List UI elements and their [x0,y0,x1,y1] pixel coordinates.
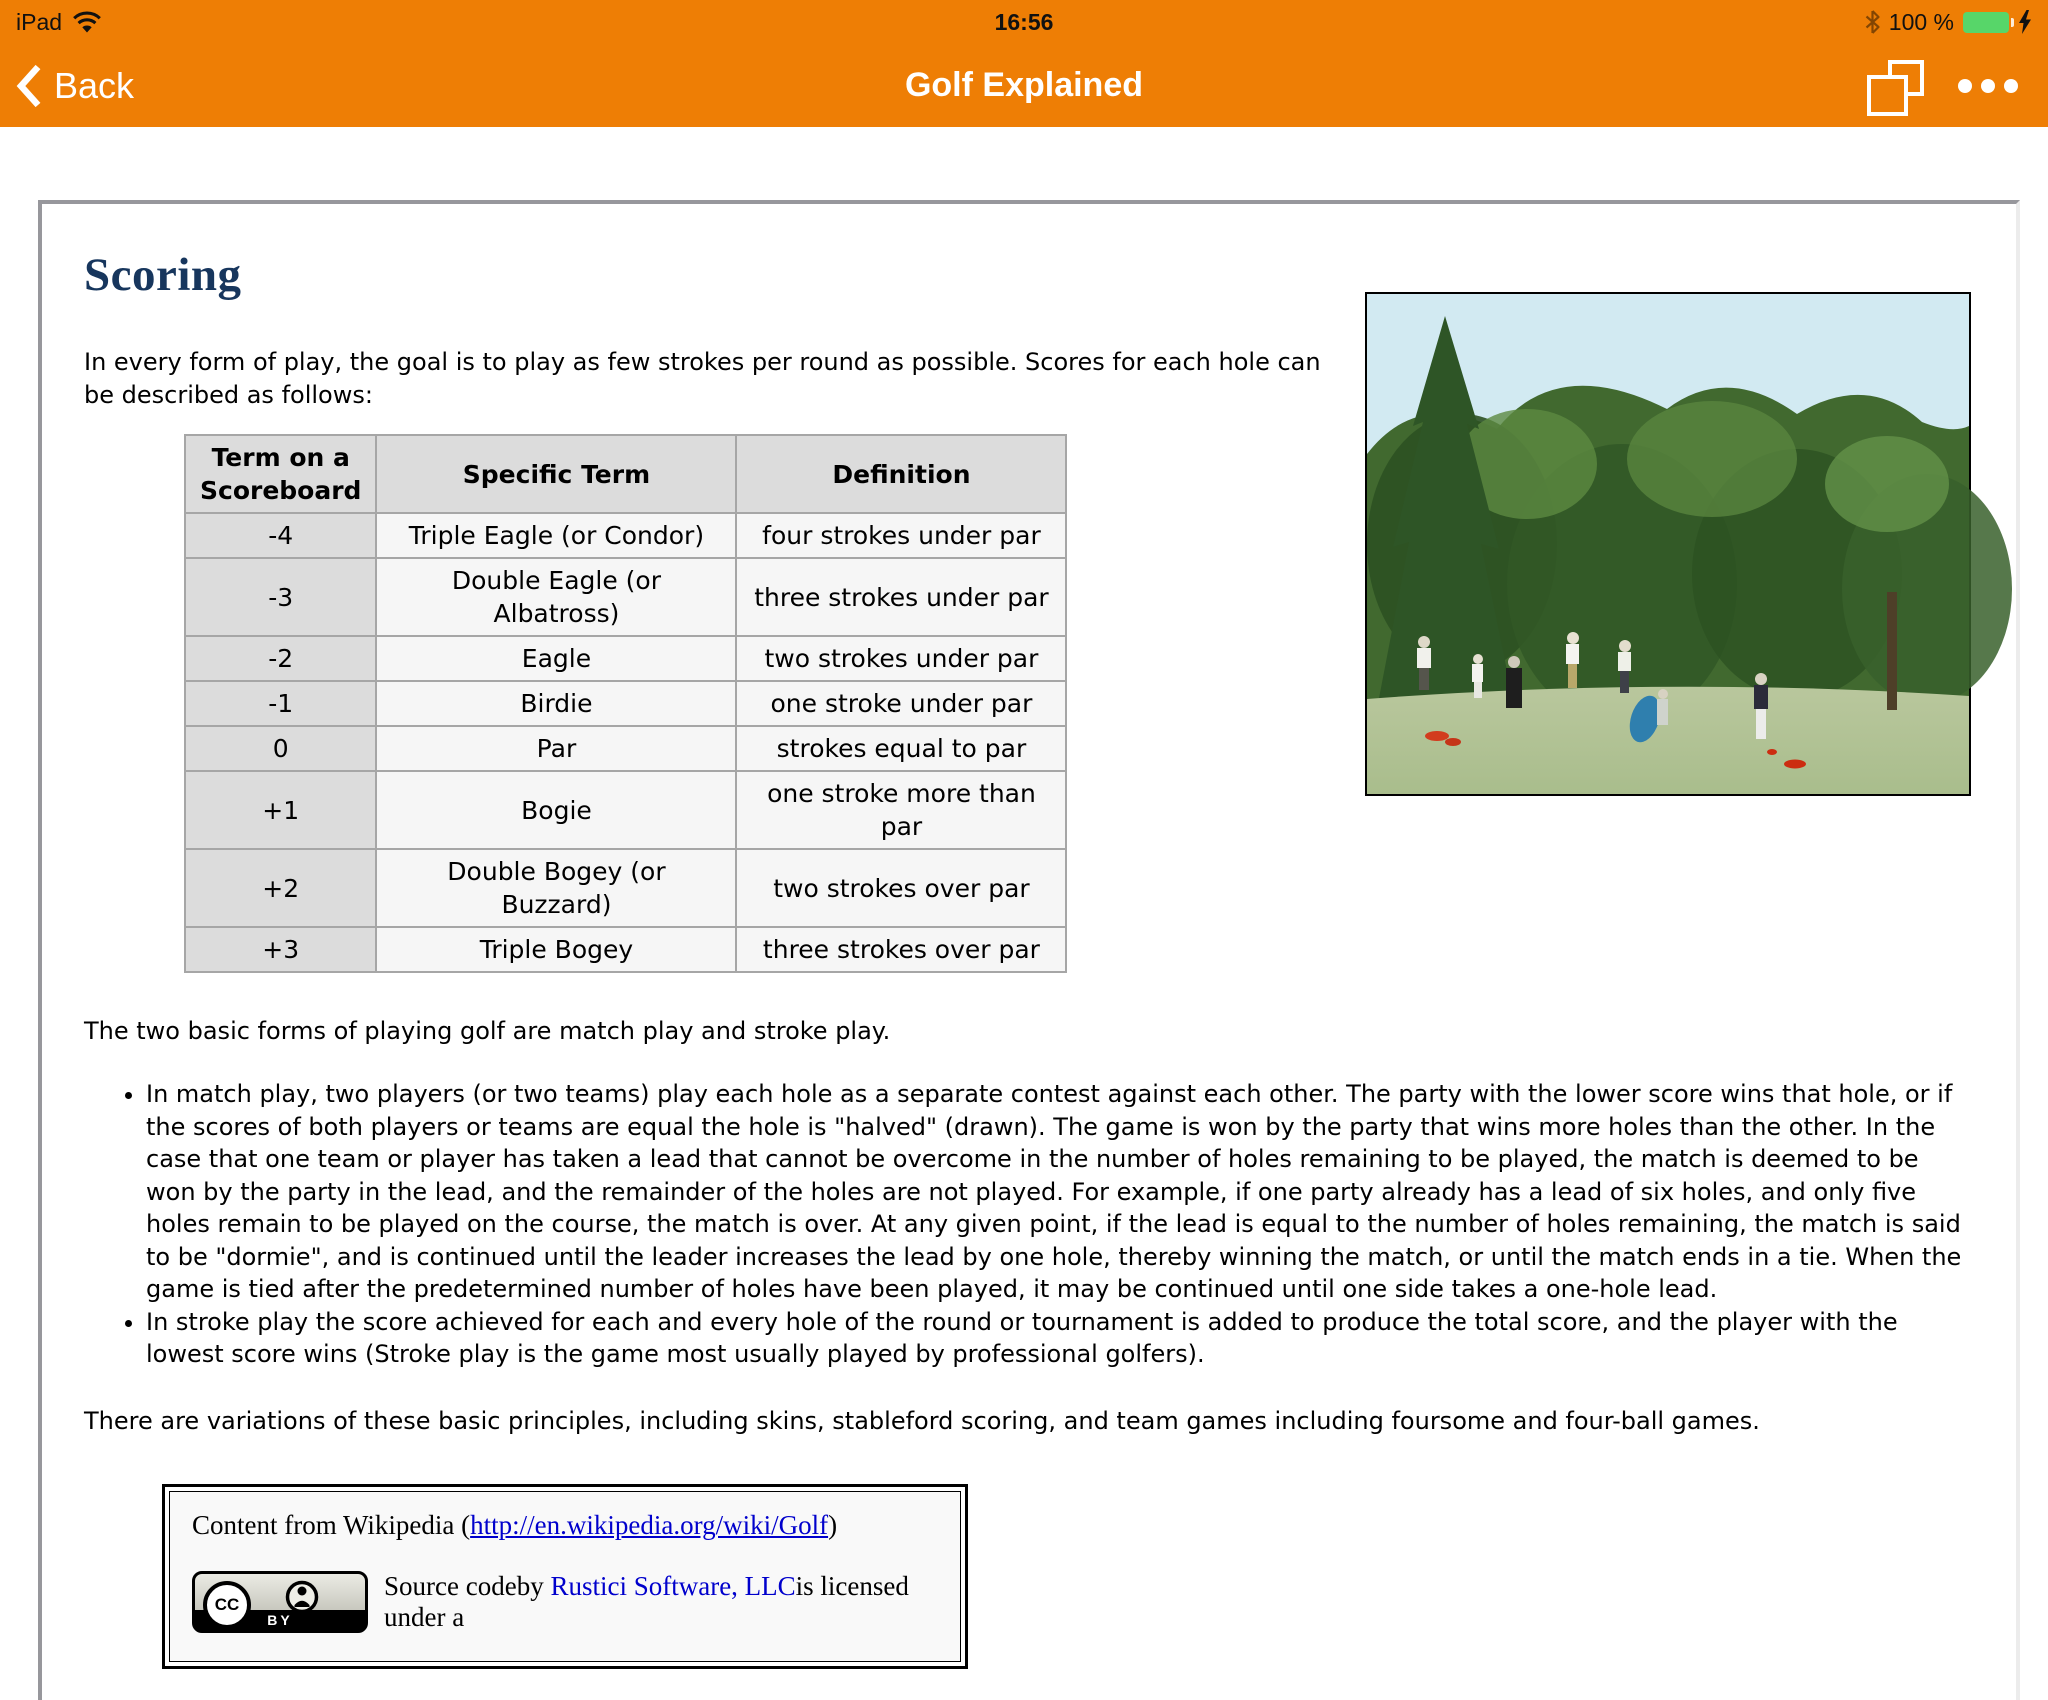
table-row: +2 Double Bogey (or Buzzard) two strokes over par [185,849,1066,927]
cc-by-badge [192,1571,368,1633]
more-options-icon[interactable] [1958,79,2018,93]
source-attribution: Source codeby Rustici Software, LLCis licensed under a [384,1570,909,1632]
col-header-specific: Specific Term [376,435,736,513]
back-button[interactable] [16,63,134,109]
navigation-bar [0,44,2048,127]
table-header-row [185,435,1066,513]
status-right [1865,9,2032,36]
wikipedia-link[interactable]: http://en.wikipedia.org/wiki/Golf [470,1509,829,1540]
license-box-inner [169,1491,961,1662]
app-header [0,0,2048,127]
carrier-label: iPad [16,8,63,35]
scoring-table [184,434,1067,973]
pages-icon-front-square [1867,75,1908,116]
golf-course-photo [1365,292,1971,796]
forms-paragraph: The two basic forms of playing golf are match play and stroke play. [84,1017,891,1045]
table-row: -3 Double Eagle (or Albatross) three strokes under par [185,558,1066,636]
charging-bolt-icon [2018,10,2032,34]
status-clock: 16:56 [994,9,1054,35]
list-item-match-play: • In match play, two players (or two teams) play each hole as a separate contest against each other. The party with the lower score wins that hole, or if the scores of both players or teams are equal the hole is "halved" (drawn). The game is won by the party that wins more holes than the other. In the case that one team or player has taken a lead that cannot be overcome in the number of holes remaining to be played, the match is deemed to be won by the party in the lead, and the remainder of the holes are not played. For example, if one party already has a lead of six holes, and only five holes remain to be played on the course, the match is over. At any given point, if the lead is equal to the number of holes remaining, the match is said to be "dormie", and is continued until the leader increases the lead by one hole, thereby winning the match, or until the match ends in a tie. When the game is tied after the predetermined number of holes have been played, it may be continued until one side takes a one-hole lead. [146,1078,1971,1306]
table-row: -4 Triple Eagle (or Condor) four strokes under par [185,513,1066,558]
bluetooth-icon [1865,10,1880,34]
license-row [192,1571,938,1633]
status-bar [0,0,2048,44]
lesson-content-panel [38,200,2020,1700]
battery-percent-label: 100 % [1888,8,1954,35]
col-header-term: Term on a Scoreboard [185,435,376,513]
battery-icon [1963,12,2009,33]
variations-paragraph: There are variations of these basic principles, including skins, stableford scoring, and team games including foursome and four-ball games. [84,1406,1760,1435]
cc-logo-icon: CC [203,1581,251,1629]
back-label: Back [54,64,135,106]
section-heading: Scoring [84,249,242,301]
nav-actions [1864,57,2032,115]
table-row: +1 Bogie one stroke more than par [185,771,1066,849]
rustici-link[interactable]: Rustici Software, LLC [550,1570,796,1601]
wikipedia-attribution: Content from Wikipedia (http://en.wikipedia.org/wiki/Golf) [192,1509,838,1540]
list-item-stroke-play: • In stroke play the score achieved for each and every hole of the round or tournament is added to produce the total score, and the player with the lowest score wins (Stroke play is the game most usually played by professional golfers). [146,1306,1971,1371]
page-title: Golf Explained [904,66,1144,104]
cc-by-label: BY [195,1610,365,1630]
table-row: +3 Triple Bogey three strokes over par [185,927,1066,972]
col-header-definition: Definition [736,435,1066,513]
pages-icon[interactable] [1864,57,1922,115]
table-row: -2 Eagle two strokes under par [185,636,1066,681]
back-chevron-icon [16,63,42,109]
play-types-list [84,1078,1971,1371]
intro-paragraph: In every form of play, the goal is to play as few strokes per round as possible. Scores for each hole can be described as follows: [84,348,1321,409]
table-row: -1 Birdie one stroke under par [185,681,1066,726]
license-box [162,1484,968,1669]
table-row: 0 Par strokes equal to par [185,726,1066,771]
